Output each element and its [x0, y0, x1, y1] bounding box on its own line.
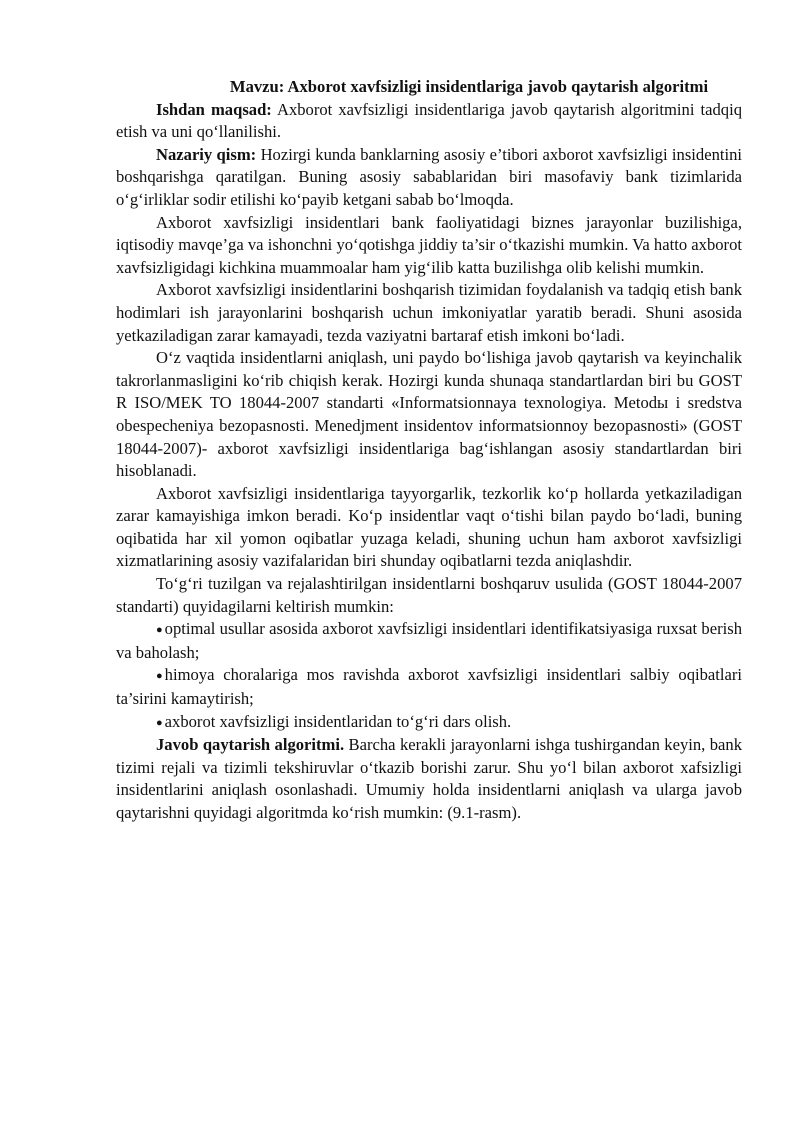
algorithm-text: Barcha kerakli jarayonlarni ishga tushirgandan keyin, bank tizimi rejali va tizimli tekshiruvlar o‘tkazib borishi zarur. Shu yo‘l bilan axborot xafsizligi insidentlarini aniqlash osonlashadi. Umumiy holda insidentlarni aniqlash va ularga javob qaytarishni quyidagi algoritmda ko‘rish mumkin: (9.1-rasm).	[116, 735, 742, 822]
bullet-list	[116, 618, 742, 734]
list-item	[116, 664, 742, 710]
purpose-text: Axborot xavfsizligi insidentlariga javob qaytarish algoritmini tadqiq etish va uni qo‘llanilishi.	[116, 99, 742, 142]
theory-label: Nazariy qism:	[156, 144, 257, 164]
body-paragraph: Axborot xavfsizligi insidentlariga tayyorgarlik, tezkorlik ko‘p hollarda yetkaziladigan zarar kamayishiga imkon beradi. Ko‘p insidentlar vaqt o‘tishi bilan paydo bo‘ladi, buning oqibatida har xil yomon oqibatlar yuzaga keladi, shuning uchun ham axborot xavfsizligi xizmatlarining asosiy vazifalaridan biri shunday oqibatlarni tezda aniqlashdir.	[116, 483, 742, 571]
body-paragraph: O‘z vaqtida insidentlarni aniqlash, uni paydo bo‘lishiga javob qaytarish va keyinchalik takrorlanmasligini ko‘rib chiqish kerak. Hozirgi kunda shunaqa standartlardan biri bu GOST R ISO/MEK TO 18044-2007 standarti «Informatsionnaya texnologiya. Metodы i sredstva obespecheniya bezopasnosti. Menedjment insidentov informatsionnoy bezopasnosti» (GOST 18044-2007)- axborot xavfsizligi insidentlariga bag‘ishlangan asosiy standartlardan biri hisoblanadi.	[116, 348, 742, 481]
purpose-paragraph	[116, 99, 742, 144]
body-paragraph: Axborot xavfsizligi insidentlari bank faoliyatidagi biznes jarayonlar buzilishiga, iqtisodiy mavqe’ga va ishonchni yo‘qotishga jiddiy ta’sir o‘tkazishi mumkin. Va hatto axborot xavfsizligidagi kichkina muammoalar ham yig‘ilib katta buzilishga olib kelishi mumkin.	[116, 212, 742, 277]
body-paragraph: Axborot xavfsizligi insidentlarini boshqarish tizimidan foydalanish va tadqiq etish bank hodimlari ish jarayonlarini boshqarish uchun imkoniyatlar yaratib beradi. Shuni asosida yetkaziladigan zarar kamayadi, tezda vaziyatni bartaraf etish imkoni bo‘ladi.	[116, 280, 742, 345]
document-page	[116, 76, 742, 825]
page-title: Mavzu: Axborot xavfsizligi insidentlariga javob qaytarish algoritmi	[229, 77, 709, 96]
theory-text: Hozirgi kunda banklarning asosiy e’tibori axborot xavfsizligi insidentini boshqarishga qaratilgan. Buning asosiy sabablaridan biri masofaviy bank tizimlarida o‘g‘irliklar sodir etilishi ko‘payib ketgani sabab bo‘lmoqda.	[116, 144, 742, 209]
purpose-label: Ishdan maqsad:	[156, 99, 272, 119]
list-item-text: axborot xavfsizligi insidentlaridan to‘g‘ri dars olish.	[164, 711, 512, 731]
bullet-icon: ●	[156, 716, 163, 729]
list-item	[116, 711, 742, 735]
list-item-text: optimal usullar asosida axborot xavfsizligi insidentlari identifikatsiyasiga ruxsat berish va baholash;	[116, 619, 742, 662]
list-item	[116, 618, 742, 664]
body-paragraph: To‘g‘ri tuzilgan va rejalashtirilgan insidentlarni boshqaruv usulida (GOST 18044-2007 standarti) quyidagilarni keltirish mumkin:	[116, 574, 742, 616]
bullet-icon: ●	[156, 670, 163, 683]
list-item-text: himoya choralariga mos ravishda axborot xavfsizligi insidentlari salbiy oqibatlari ta’sirini kamaytirish;	[116, 665, 742, 709]
theory-paragraph	[116, 144, 742, 212]
bullet-icon: ●	[156, 624, 163, 637]
algorithm-label: Javob qaytarish algoritmi.	[156, 735, 345, 755]
algorithm-paragraph	[116, 734, 742, 824]
